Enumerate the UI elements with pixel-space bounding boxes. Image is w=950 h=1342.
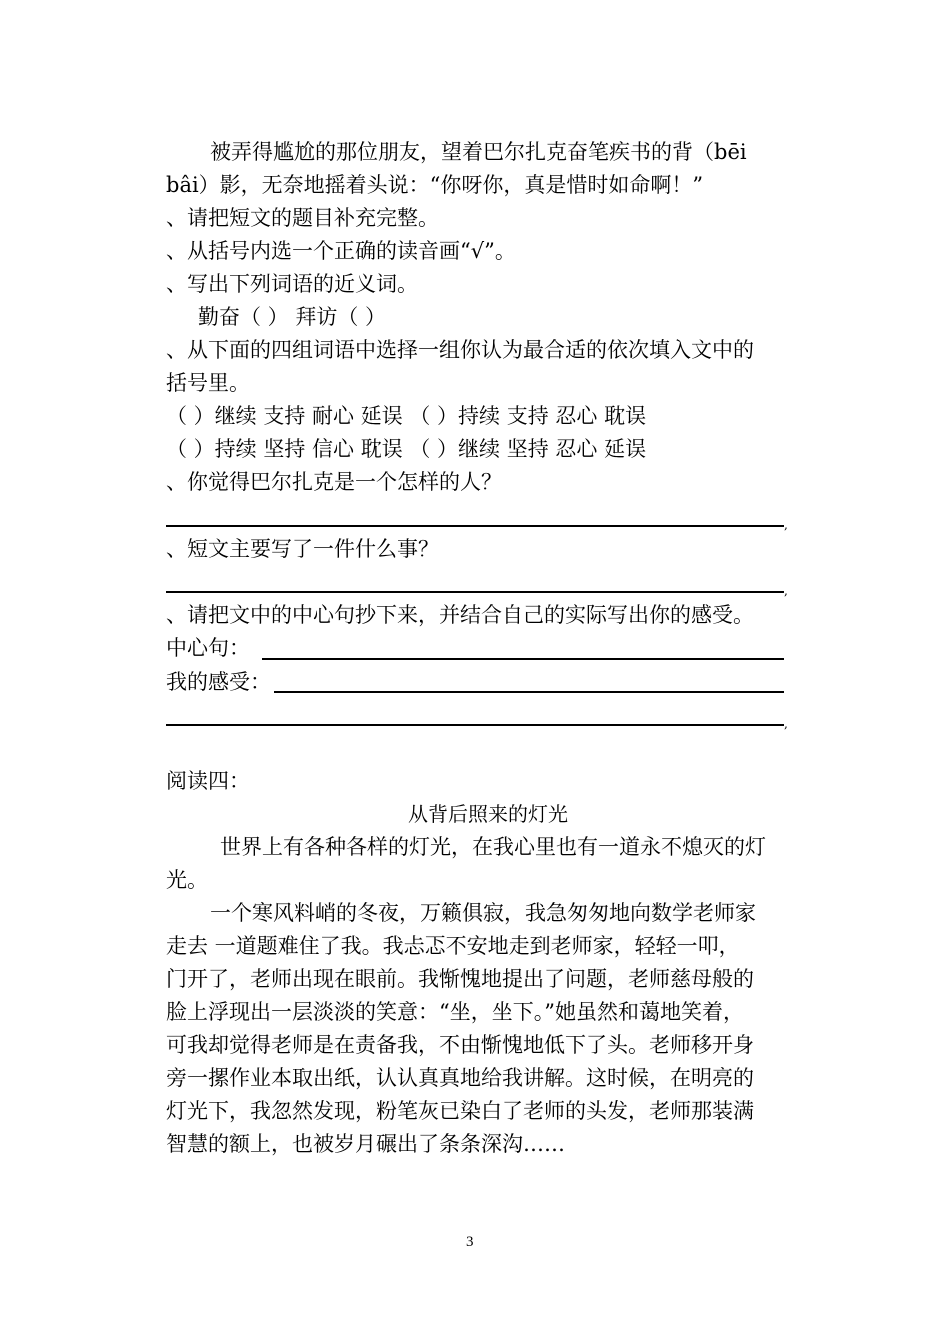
question-4-line-2: 括号里。 [166, 371, 250, 395]
question-2: 、从括号内选一个正确的读音画“√”。 [166, 239, 516, 263]
trailing-comma: , [784, 717, 788, 731]
trailing-comma: , [784, 584, 788, 598]
question-6: 、短文主要写了一件什么事？ [166, 537, 439, 561]
feeling-label: 我的感受： [166, 670, 271, 694]
question-4-options-row-2: （ ）持续 坚持 信心 耽误 （ ）继续 坚持 忍心 延误 [166, 437, 647, 461]
center-sentence-answer-line[interactable] [262, 658, 784, 660]
passage-line-2: bâi）影，无奈地摇着头说：“你呀你，真是惜时如命啊！” [166, 173, 704, 197]
reading-para-1-line-1: 世界上有各种各样的灯光，在我心里也有一道永不熄灭的灯 [220, 835, 766, 859]
question-4-line-1: 、从下面的四组词语中选择一组你认为最合适的依次填入文中的 [166, 338, 754, 362]
answer-line-q6[interactable] [166, 591, 784, 593]
reading-para-2-line-1: 一个寒风料峭的冬夜，万籁俱寂，我急匆匆地向数学老师家 [210, 901, 756, 925]
question-7: 、请把文中的中心句抄下来，并结合自己的实际写出你的感受。 [166, 603, 754, 627]
trailing-comma: , [784, 518, 788, 532]
reading-title: 从背后照来的灯光 [408, 802, 568, 826]
reading-para-1-line-2: 光。 [166, 868, 208, 892]
question-3: 、写出下列词语的近义词。 [166, 272, 418, 296]
reading-para-2-line-6: 旁一摞作业本取出纸，认认真真地给我讲解。这时候，在明亮的 [166, 1066, 754, 1090]
reading-para-2-line-7: 灯光下，我忽然发现，粉笔灰已染白了老师的头发，老师那装满 [166, 1099, 754, 1123]
page-number: 3 [466, 1234, 474, 1250]
question-1: 、请把短文的题目补充完整。 [166, 206, 439, 230]
reading-para-2-line-2: 走去 一道题难住了我。我忐忑不安地走到老师家，轻轻一叩， [166, 934, 740, 958]
feeling-answer-line[interactable] [274, 691, 784, 693]
reading-para-2-line-5: 可我却觉得老师是在责备我，不由惭愧地低下了头。老师移开身 [166, 1033, 754, 1057]
answer-line-q5[interactable] [166, 525, 784, 527]
reading-para-2-line-3: 门开了，老师出现在眼前。我惭愧地提出了问题，老师慈母般的 [166, 967, 754, 991]
center-sentence-label: 中心句： [166, 636, 250, 660]
question-5: 、你觉得巴尔扎克是一个怎样的人？ [166, 470, 502, 494]
feeling-answer-line-2[interactable] [166, 724, 784, 726]
passage-line-1: 被弄得尴尬的那位朋友，望着巴尔扎克奋笔疾书的背（bēi [210, 140, 747, 164]
question-4-options-row-1: （ ）继续 支持 耐心 延误 （ ）持续 支持 忍心 耽误 [166, 404, 647, 428]
reading-para-2-line-8: 智慧的额上，也被岁月碾出了条条深沟…… [166, 1132, 565, 1156]
reading-heading: 阅读四： [166, 769, 250, 793]
reading-para-2-line-4: 脸上浮现出一层淡淡的笑意：“坐，坐下。”她虽然和蔼地笑着， [166, 1000, 744, 1024]
question-3-words: 勤奋（ ） 拜访（ ） [198, 305, 387, 329]
